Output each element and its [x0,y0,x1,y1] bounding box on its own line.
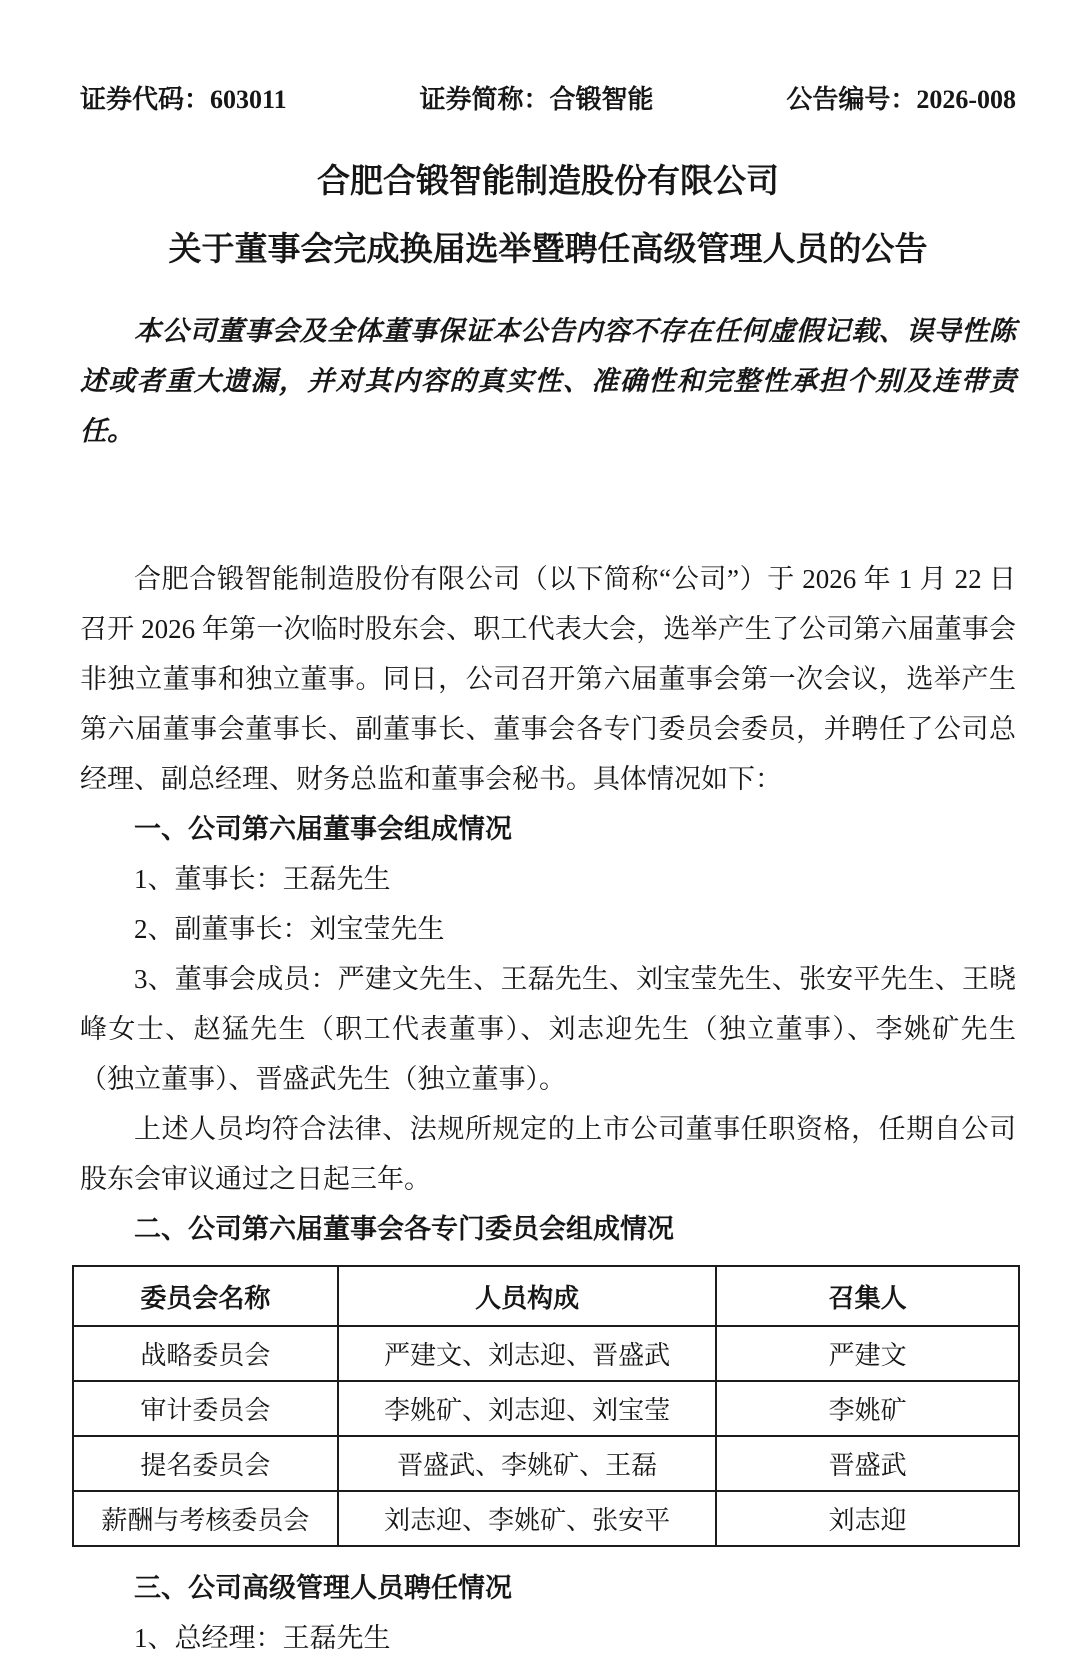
cell-convener: 刘志迎 [716,1491,1019,1546]
company-name-title: 合肥合锻智能制造股份有限公司 [317,164,779,200]
qualification-note-paragraph: 上述人员均符合法律、法规所规定的上市公司董事任职资格，任期自公司股东会审议通过之日起三年。 [80,1114,1016,1194]
cell-committee-name: 薪酬与考核委员会 [73,1491,338,1546]
general-manager-item: 1、总经理：王磊先生 [134,1623,391,1653]
table-row-nomination-committee [73,1436,1019,1491]
board-members-paragraph: 3、董事会成员：严建文先生、王磊先生、刘宝莹先生、张安平先生、王晓峰女士、赵猛先生（职工代表董事）、刘志迎先生（独立董事）、李姚矿先生（独立董事）、晋盛武先生（独立董事）。 [80,964,1016,1094]
cell-committee-name: 提名委员会 [73,1436,338,1491]
cell-committee-name: 审计委员会 [73,1381,338,1436]
cell-members: 李姚矿、刘志迎、刘宝莹 [338,1381,716,1436]
column-header-members: 人员构成 [338,1266,716,1326]
stock-code-text: 证券代码：603011 [80,85,287,114]
announcement-number-text: 公告编号：2026-008 [786,85,1016,114]
section-3-heading: 三、公司高级管理人员聘任情况 [134,1573,512,1603]
section-2-heading: 二、公司第六届董事会各专门委员会组成情况 [134,1214,674,1244]
vice-chairman-item: 2、副董事长：刘宝莹先生 [134,914,445,944]
table-row-strategy-committee [73,1326,1019,1381]
section-1-heading: 一、公司第六届董事会组成情况 [134,814,512,844]
cell-convener: 晋盛武 [716,1436,1019,1491]
table-row-remuneration-committee [73,1491,1019,1546]
committees-table [72,1265,1020,1547]
cell-members: 晋盛武、李姚矿、王磊 [338,1436,716,1491]
cell-convener: 严建文 [716,1326,1019,1381]
cell-convener: 李姚矿 [716,1381,1019,1436]
chairman-item: 1、董事长：王磊先生 [134,864,391,894]
announcement-title: 关于董事会完成换届选举暨聘任高级管理人员的公告 [168,232,928,268]
cell-members: 严建文、刘志迎、晋盛武 [338,1326,716,1381]
cell-members: 刘志迎、李姚矿、张安平 [338,1491,716,1546]
stock-abbr-text: 证券简称：合锻智能 [419,85,654,114]
document-header [80,84,1016,116]
cell-committee-name: 战略委员会 [73,1326,338,1381]
column-header-committee-name: 委员会名称 [73,1266,338,1326]
intro-paragraph: 合肥合锻智能制造股份有限公司（以下简称“公司”）于 2026 年 1 月 22 日召开 2026 年第一次临时股东会、职工代表大会，选举产生了公司第六届董事会非独立董事和独立董事。同日，公司召开第六届董事会第一次会议，选举产生第六届董事会董事长、副董事长、董事会各专门委员会委员，并聘任了公司总经理、副总经理、财务总监和董事会秘书。具体情况如下： [80,564,1016,794]
table-row-audit-committee [73,1381,1019,1436]
board-disclaimer-paragraph: 本公司董事会及全体董事保证本公告内容不存在任何虚假记载、误导性陈述或者重大遗漏，并对其内容的真实性、准确性和完整性承担个别及连带责任。 [80,316,1016,446]
column-header-convener: 召集人 [716,1266,1019,1326]
table-header-row [73,1266,1019,1326]
